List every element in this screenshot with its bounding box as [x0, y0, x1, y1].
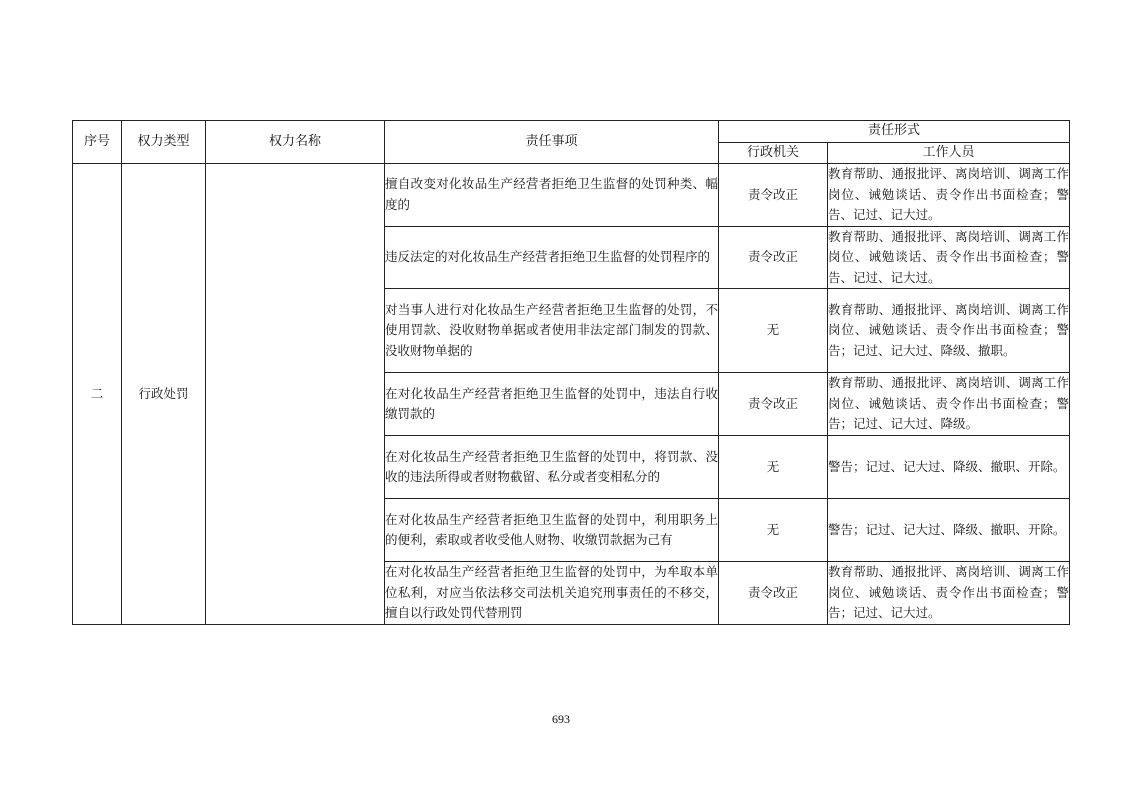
- page-number: 693: [552, 712, 570, 726]
- table-row: [73, 164, 1070, 227]
- agency-cell: 无: [719, 499, 828, 562]
- agency-cell: 责令改正: [719, 562, 828, 625]
- header-agency: 行政机关: [719, 142, 828, 164]
- matter-cell: 在对化妆品生产经营者拒绝卫生监督的处罚中，违法自行收缴罚款的: [385, 373, 719, 436]
- staff-cell: 教育帮助、通报批评、离岗培训、调离工作岗位、诫勉谈话、责令作出书面检查；警告；记过、记大过。: [828, 562, 1070, 625]
- matter-cell: 擅自改变对化妆品生产经营者拒绝卫生监督的处罚种类、幅度的: [385, 164, 719, 227]
- matter-cell: 违反法定的对化妆品生产经营者拒绝卫生监督的处罚程序的: [385, 226, 719, 289]
- group-seq: 二: [73, 164, 122, 625]
- staff-cell: 教育帮助、通报批评、离岗培训、调离工作岗位、诫勉谈话、责令作出书面检查；警告、记过、记大过。: [828, 164, 1070, 227]
- header-power-type: 权力类型: [122, 121, 206, 164]
- header-row-top: [73, 121, 1070, 143]
- header-responsibility: 责任事项: [385, 121, 719, 164]
- matter-cell: 在对化妆品生产经营者拒绝卫生监督的处罚中，将罚款、没收的违法所得或者财物截留、私分或者变相私分的: [385, 436, 719, 499]
- header-staff: 工作人员: [828, 142, 1070, 164]
- agency-cell: 无: [719, 436, 828, 499]
- staff-cell: 警告；记过、记大过、降级、撤职、开除。: [828, 436, 1070, 499]
- header-power-name: 权力名称: [206, 121, 385, 164]
- agency-cell: 责令改正: [719, 226, 828, 289]
- staff-cell: 教育帮助、通报批评、离岗培训、调离工作岗位、诫勉谈话、责令作出书面检查；警告；记过、记大过、降级。: [828, 373, 1070, 436]
- staff-cell: 警告；记过、记大过、降级、撤职、开除。: [828, 499, 1070, 562]
- staff-cell: 教育帮助、通报批评、离岗培训、调离工作岗位、诫勉谈话、责令作出书面检查；警告、记过、记大过。: [828, 226, 1070, 289]
- agency-cell: 责令改正: [719, 164, 828, 227]
- responsibility-table: [72, 120, 1070, 625]
- agency-cell: 无: [719, 289, 828, 373]
- staff-cell: 教育帮助、通报批评、离岗培训、调离工作岗位、诫勉谈话、责令作出书面检查；警告；记过、记大过、降级、撤职。: [828, 289, 1070, 373]
- header-seq: 序号: [73, 121, 122, 164]
- group-power-type: 行政处罚: [122, 164, 206, 625]
- matter-cell: 在对化妆品生产经营者拒绝卫生监督的处罚中，为牟取本单位私利，对应当依法移交司法机关追究刑事责任的不移交，擅自以行政处罚代替刑罚: [385, 562, 719, 625]
- group-power-name: [206, 164, 385, 625]
- matter-cell: 在对化妆品生产经营者拒绝卫生监督的处罚中，利用职务上的便利，索取或者收受他人财物、收缴罚款据为己有: [385, 499, 719, 562]
- matter-cell: 对当事人进行对化妆品生产经营者拒绝卫生监督的处罚，不使用罚款、没收财物单据或者使用非法定部门制发的罚款、没收财物单据的: [385, 289, 719, 373]
- header-form: 责任形式: [719, 121, 1070, 143]
- agency-cell: 责令改正: [719, 373, 828, 436]
